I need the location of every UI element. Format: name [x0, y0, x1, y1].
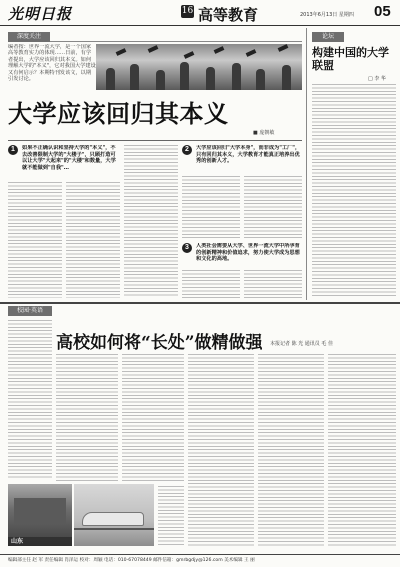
bottom-headline: 高校如何将“长处”做精做强	[56, 333, 263, 353]
train-shape	[82, 512, 144, 526]
mortarboard-icon	[184, 51, 195, 59]
focus-section-tag: 深度关注	[8, 32, 50, 42]
editor-note: 编者按：世界一流大学，是一个国家高等教育实力的体现……日前，有学者提出，大学应该回归其本义。如何理解大学的"本义"，它对我国大学建设又有何启示？本期特刊发该文，以期引发讨论。	[8, 44, 96, 83]
campus-section-tag: 校园·英语	[8, 306, 52, 316]
campus-photo	[8, 484, 72, 546]
divider	[8, 140, 302, 141]
point-number: 3	[182, 243, 192, 253]
divider	[50, 41, 302, 42]
main-byline: ■ 庞朝敏	[253, 130, 275, 136]
page-number: 05	[374, 3, 391, 20]
mortarboard-icon	[214, 46, 225, 54]
article-column	[56, 354, 118, 482]
article-column	[244, 176, 302, 240]
rail-shape	[74, 528, 154, 530]
article-column	[182, 176, 240, 240]
issue-date: 2013年6月13日 星期四	[300, 12, 354, 18]
bottom-byline: 本报记者 陈 光 通讯员 毛 佳	[270, 341, 333, 347]
point-summary: 大学应该回归"大学本身"，而非成为"工厂"，只有回归其本义，大学教育才能真正培养出优秀的创新人才。	[196, 145, 301, 165]
article-column	[8, 182, 62, 298]
section-divider	[0, 302, 400, 304]
mortarboard-icon	[246, 49, 257, 57]
article-column	[188, 354, 254, 546]
forum-article-body	[312, 84, 396, 298]
article-column	[182, 270, 240, 298]
point-number: 2	[182, 145, 192, 155]
point-summary: 人类社会需要从大学、世界一流大学中所孕育的创新精神和价值追求，努力使大学成为思想和文化的高地。	[196, 243, 300, 263]
footer-divider	[0, 554, 400, 555]
footer-credits: 编辑部主任 赵 军 责任编辑 肖泽运 校对：周颖 电话：010-67078449 邮件信箱：gmrbgdjy@126.com 美术编辑 王 丽	[8, 558, 255, 563]
mortarboard-icon	[116, 48, 127, 56]
article-column	[328, 354, 396, 546]
graduate-figure	[232, 63, 241, 90]
mortarboard-icon	[148, 45, 159, 53]
article-column	[122, 354, 184, 482]
forum-section-tag: 论坛	[312, 32, 344, 42]
article-column	[158, 486, 184, 546]
graduation-photo	[96, 44, 302, 90]
newspaper-logo: 光明日报	[8, 5, 73, 23]
article-column	[244, 270, 302, 298]
article-column	[8, 320, 52, 480]
graduate-figure	[256, 69, 265, 90]
article-column	[124, 145, 178, 298]
masthead	[0, 0, 400, 26]
mortarboard-icon	[278, 44, 289, 52]
point-number: 1	[8, 145, 18, 155]
article-column	[258, 354, 324, 546]
graduate-figure	[106, 68, 115, 90]
building-shape	[14, 498, 66, 524]
graduate-figure	[206, 67, 215, 90]
graduate-figure	[130, 64, 139, 90]
photo-caption: 山东	[11, 538, 24, 545]
graduate-figure	[156, 70, 165, 90]
column-divider	[306, 28, 307, 300]
section-badge: 16	[181, 6, 194, 16]
graduate-figure	[180, 62, 189, 90]
article-column	[66, 182, 120, 298]
section-title: 高等教育	[198, 6, 259, 24]
forum-author: □ 李 华	[368, 76, 386, 82]
point-summary: 如果不正确认识和坚持大学的"本义"，不去改善限制大学的"大楼子"，只顾打造可以让大学"大起来"的"大楼"和数量，大学就不能做到"自我"…	[22, 145, 116, 171]
graduate-figure	[282, 65, 291, 90]
forum-headline: 构建中国的大学联盟	[312, 46, 389, 72]
main-headline: 大学应该回归其本义	[8, 99, 229, 128]
train-photo	[74, 484, 154, 546]
